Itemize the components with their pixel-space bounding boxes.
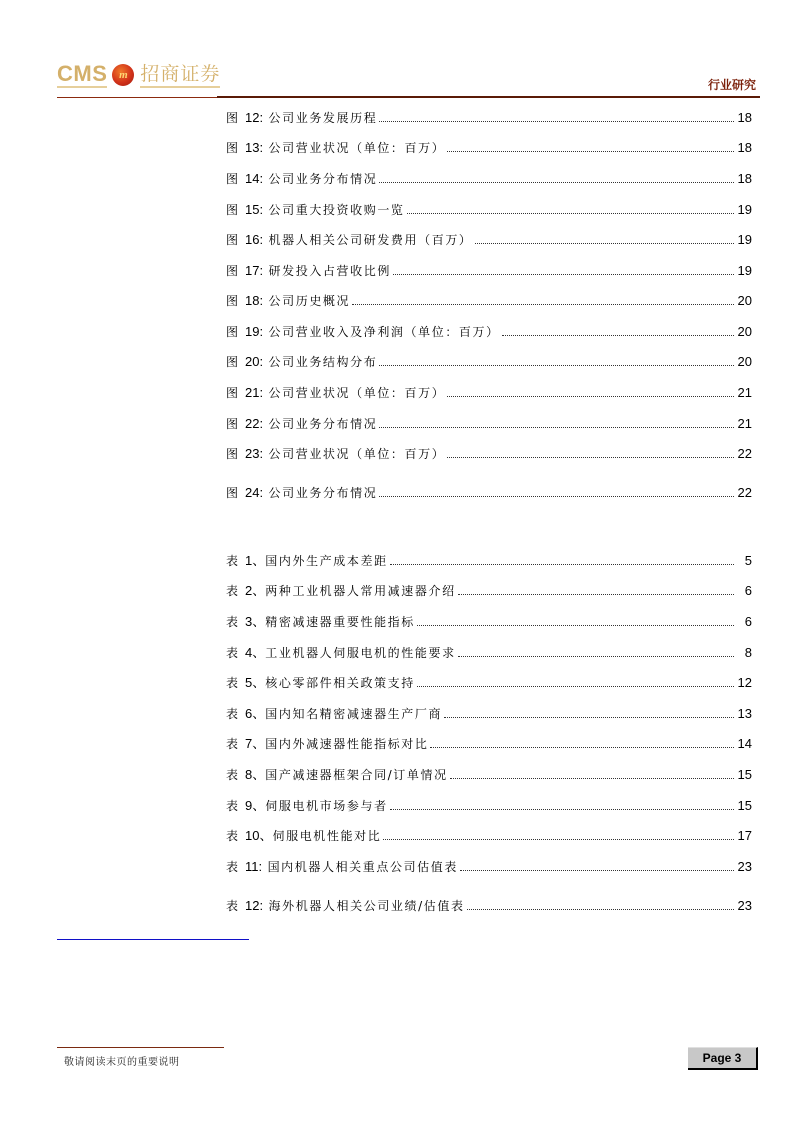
logo-badge-icon: m xyxy=(112,64,134,86)
header-divider-left xyxy=(57,97,217,98)
toc-page-number: 6 xyxy=(744,614,752,629)
toc-entry-title: 国内知名精密减速器生产厂商 xyxy=(265,707,443,721)
toc-entry[interactable]: 表 10、伺服电机性能对比 17 xyxy=(226,828,752,843)
toc-entry[interactable]: 表 4、工业机器人伺服电机的性能要求 8 xyxy=(226,645,752,660)
toc-entry-title: 公司重大投资收购一览 xyxy=(268,203,405,217)
toc-entry[interactable]: 图 20: 公司业务结构分布 20 xyxy=(226,354,752,369)
toc-entry[interactable]: 图 12: 公司业务发展历程 18 xyxy=(226,110,752,125)
toc-entry-title: 伺服电机性能对比 xyxy=(272,829,382,843)
toc-entry-title: 伺服电机市场参与者 xyxy=(265,799,388,813)
toc-page-number: 22 xyxy=(737,446,752,461)
toc-page-number: 18 xyxy=(737,171,752,186)
toc-entry[interactable]: 图 22: 公司业务分布情况 21 xyxy=(226,416,752,431)
toc-entry-title: 国内机器人相关重点公司估值表 xyxy=(267,860,458,874)
toc-page-number: 6 xyxy=(744,583,752,598)
dot-leader xyxy=(467,908,734,910)
toc-entry-title: 两种工业机器人常用减速器介绍 xyxy=(265,584,456,598)
toc-entry-title: 国产减速器框架合同/订单情况 xyxy=(265,768,448,782)
logo-chinese-name: 招商证券 xyxy=(140,62,220,88)
toc-entry[interactable]: 图 15: 公司重大投资收购一览 19 xyxy=(226,202,752,217)
footer-divider xyxy=(57,1047,224,1048)
toc-entry[interactable]: 表 12: 海外机器人相关公司业绩/估值表 23 xyxy=(226,898,752,913)
toc-page-number: 21 xyxy=(737,385,752,400)
toc-entry[interactable]: 表 3、精密减速器重要性能指标 6 xyxy=(226,614,752,629)
toc-page-number: 19 xyxy=(737,202,752,217)
toc-page-number: 15 xyxy=(737,798,752,813)
toc-entry-title: 机器人相关公司研发费用（百万） xyxy=(268,233,473,247)
toc-page-number: 20 xyxy=(737,354,752,369)
toc-entry-title: 公司业务分布情况 xyxy=(268,417,378,431)
toc-entry[interactable]: 图 18: 公司历史概况 20 xyxy=(226,293,752,308)
toc-entry[interactable]: 表 5、核心零部件相关政策支持 12 xyxy=(226,675,752,690)
toc-page-number: 14 xyxy=(737,736,752,751)
dot-leader xyxy=(379,426,734,428)
toc-page-number: 12 xyxy=(737,675,752,690)
toc-entry-title: 研发投入占营收比例 xyxy=(268,264,391,278)
toc-entry-title: 公司营业收入及净利润（单位：百万） xyxy=(268,325,500,339)
toc-entry-title: 公司营业状况（单位：百万） xyxy=(268,386,446,400)
dot-leader xyxy=(417,685,734,687)
disclaimer-note: 敬请阅读末页的重要说明 xyxy=(64,1057,180,1068)
toc-entry[interactable]: 表 8、国产减速器框架合同/订单情况 15 xyxy=(226,767,752,782)
toc-entry-title: 核心零部件相关政策支持 xyxy=(265,676,415,690)
dot-leader xyxy=(379,495,734,497)
toc-entry[interactable]: 图 23: 公司营业状况（单位：百万） 22 xyxy=(226,446,752,461)
toc-entry[interactable]: 图 16: 机器人相关公司研发费用（百万） 19 xyxy=(226,232,752,247)
dot-leader xyxy=(447,150,734,152)
dot-leader xyxy=(430,746,734,748)
toc-page-number: 23 xyxy=(737,859,752,874)
dot-leader xyxy=(407,212,734,214)
toc-entry[interactable]: 图 13: 公司营业状况（单位：百万） 18 xyxy=(226,140,752,155)
toc-entry-title: 国内外减速器性能指标对比 xyxy=(265,737,429,751)
toc-entry[interactable]: 图 21: 公司营业状况（单位：百万） 21 xyxy=(226,385,752,400)
toc-page-number: 21 xyxy=(737,416,752,431)
toc-entry[interactable]: 表 11: 国内机器人相关重点公司估值表 23 xyxy=(226,859,752,874)
toc-entry[interactable]: 图 14: 公司业务分布情况 18 xyxy=(226,171,752,186)
dot-leader xyxy=(458,655,734,657)
toc-entry-title: 工业机器人伺服电机的性能要求 xyxy=(265,646,456,660)
toc-entry-title: 精密减速器重要性能指标 xyxy=(265,615,415,629)
dot-leader xyxy=(458,593,734,595)
toc-entry-title: 海外机器人相关公司业绩/估值表 xyxy=(268,899,465,913)
toc-page-number: 20 xyxy=(737,293,752,308)
toc-page-number: 18 xyxy=(737,110,752,125)
toc-entry-title: 公司业务发展历程 xyxy=(268,111,378,125)
toc-entry-title: 公司营业状况（单位：百万） xyxy=(268,141,446,155)
footnote-separator xyxy=(57,939,249,940)
cms-logo xyxy=(57,60,220,90)
dot-leader xyxy=(390,563,734,565)
toc-entry-title: 公司业务分布情况 xyxy=(268,172,378,186)
dot-leader xyxy=(502,334,734,336)
dot-leader xyxy=(379,181,734,183)
toc-page-number: 19 xyxy=(737,232,752,247)
dot-leader xyxy=(447,395,734,397)
toc-entry[interactable]: 图 17: 研发投入占营收比例 19 xyxy=(226,263,752,278)
toc-page-number: 18 xyxy=(737,140,752,155)
toc-entry-title: 公司业务分布情况 xyxy=(268,486,378,500)
toc-page-number: 8 xyxy=(744,645,752,660)
dot-leader xyxy=(450,777,734,779)
dot-leader xyxy=(417,624,734,626)
header-divider xyxy=(217,96,760,98)
dot-leader xyxy=(379,364,734,366)
logo-text: CMS xyxy=(57,61,108,86)
dot-leader xyxy=(444,716,734,718)
toc-entry[interactable]: 图 19: 公司营业收入及净利润（单位：百万） 20 xyxy=(226,324,752,339)
toc-entry-title: 公司营业状况（单位：百万） xyxy=(268,447,446,461)
dot-leader xyxy=(390,808,734,810)
toc-entry[interactable]: 表 2、两种工业机器人常用减速器介绍 6 xyxy=(226,583,752,598)
toc-entry-title: 公司历史概况 xyxy=(268,294,351,308)
toc-entry[interactable]: 表 1、国内外生产成本差距 5 xyxy=(226,553,752,568)
toc-entry[interactable]: 表 9、伺服电机市场参与者 15 xyxy=(226,798,752,813)
toc-entry[interactable]: 图 24: 公司业务分布情况 22 xyxy=(226,485,752,500)
toc-page-number: 15 xyxy=(737,767,752,782)
dot-leader xyxy=(383,838,734,840)
toc-page-number: 13 xyxy=(737,706,752,721)
dot-leader xyxy=(352,303,734,305)
toc-page-number: 5 xyxy=(744,553,752,568)
toc-page-number: 22 xyxy=(737,485,752,500)
dot-leader xyxy=(460,869,734,871)
dot-leader xyxy=(393,273,734,275)
dot-leader xyxy=(379,120,734,122)
section-label: 行业研究 xyxy=(707,78,756,92)
toc-entry-title: 国内外生产成本差距 xyxy=(265,554,388,568)
dot-leader xyxy=(475,242,734,244)
toc-page-number: 19 xyxy=(737,263,752,278)
toc-entry[interactable]: 表 7、国内外减速器性能指标对比 14 xyxy=(226,736,752,751)
toc-entry-title: 公司业务结构分布 xyxy=(268,355,378,369)
toc-page-number: 23 xyxy=(737,898,752,913)
toc-entry[interactable]: 表 6、国内知名精密减速器生产厂商 13 xyxy=(226,706,752,721)
toc-page-number: 20 xyxy=(737,324,752,339)
page-number-badge: Page 3 xyxy=(688,1047,758,1070)
toc-page-number: 17 xyxy=(737,828,752,843)
dot-leader xyxy=(447,456,734,458)
